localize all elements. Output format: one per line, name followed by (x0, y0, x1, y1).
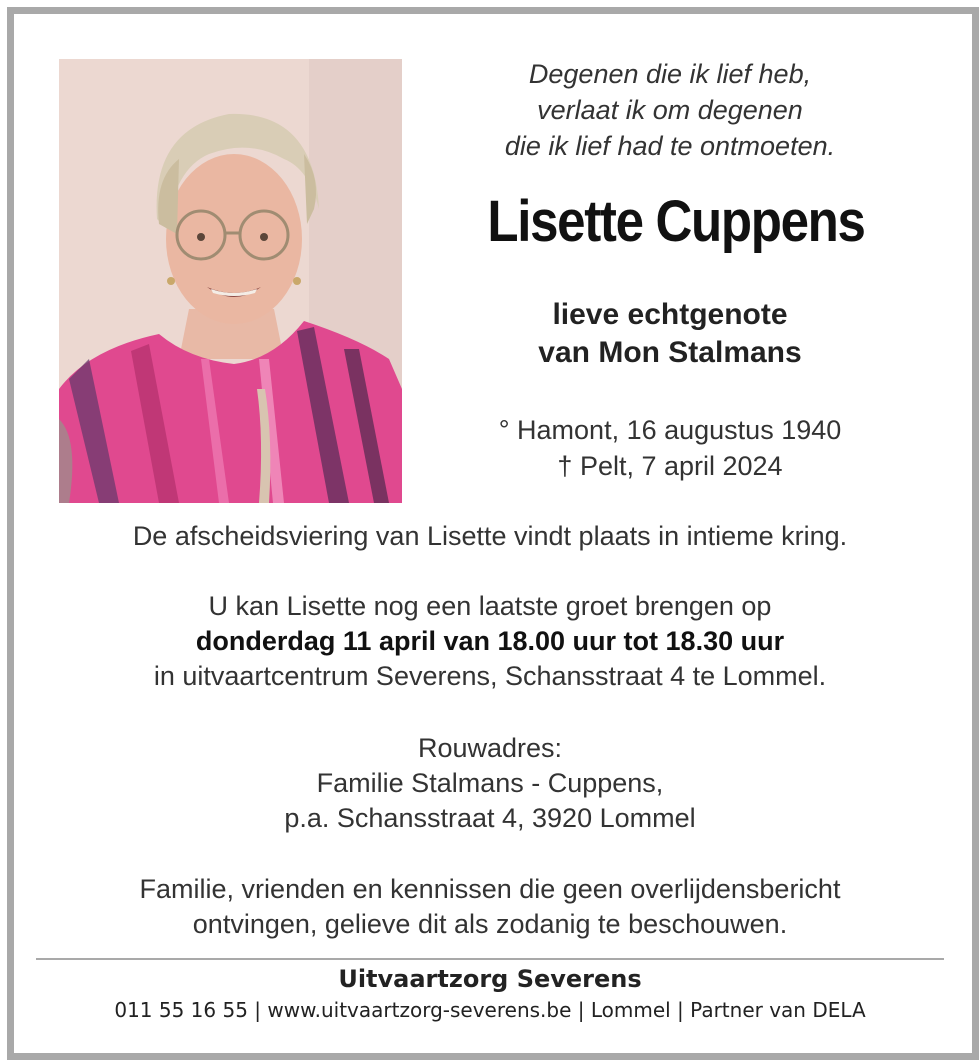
birth-date: ° Hamont, 16 augustus 1940 (498, 415, 842, 445)
visitation-block (40, 589, 940, 694)
funeral-home-name: Uitvaartzorg Severens (338, 965, 642, 993)
quote-line: die ik lief had te ontmoeten. (504, 131, 836, 161)
visitation-location: in uitvaartcentrum Severens, Schansstraat 4 te Lommel. (153, 661, 827, 691)
quote-line: Degenen die ik lief heb, (528, 59, 812, 89)
funeral-home-contact: 011 55 16 55 | www.uitvaartzorg-severens.be | Lommel | Partner van DELA (114, 998, 866, 1022)
death-date: † Pelt, 7 april 2024 (557, 451, 783, 481)
ceremony-block (40, 519, 940, 554)
relation-block (440, 296, 900, 372)
notice-block (40, 872, 940, 942)
address-line: Familie Stalmans - Cuppens, (316, 768, 664, 798)
notice-line: ontvingen, gelieve dit als zodanig te beschouwen. (192, 909, 788, 939)
quote-line: verlaat ik om degenen (537, 95, 803, 125)
deceased-name: Lisette Cuppens (487, 189, 865, 254)
relation-line: lieve echtgenote (552, 298, 788, 331)
address-line: p.a. Schansstraat 4, 3920 Lommel (284, 803, 696, 833)
relation-line: van Mon Stalmans (538, 336, 802, 369)
footer-divider (36, 958, 944, 960)
portrait-photo (59, 59, 402, 503)
visitation-date: donderdag 11 april van 18.00 uur tot 18.30 uur (195, 626, 785, 656)
address-block (40, 731, 940, 836)
address-heading: Rouwadres: (417, 733, 563, 763)
notice-line: Familie, vrienden en kennissen die geen overlijdensbericht (139, 874, 841, 904)
visitation-line: U kan Lisette nog een laatste groet brengen op (208, 591, 772, 621)
life-dates (440, 412, 900, 484)
memorial-quote (440, 56, 900, 164)
ceremony-text: De afscheidsviering van Lisette vindt plaats in intieme kring. (132, 521, 848, 551)
